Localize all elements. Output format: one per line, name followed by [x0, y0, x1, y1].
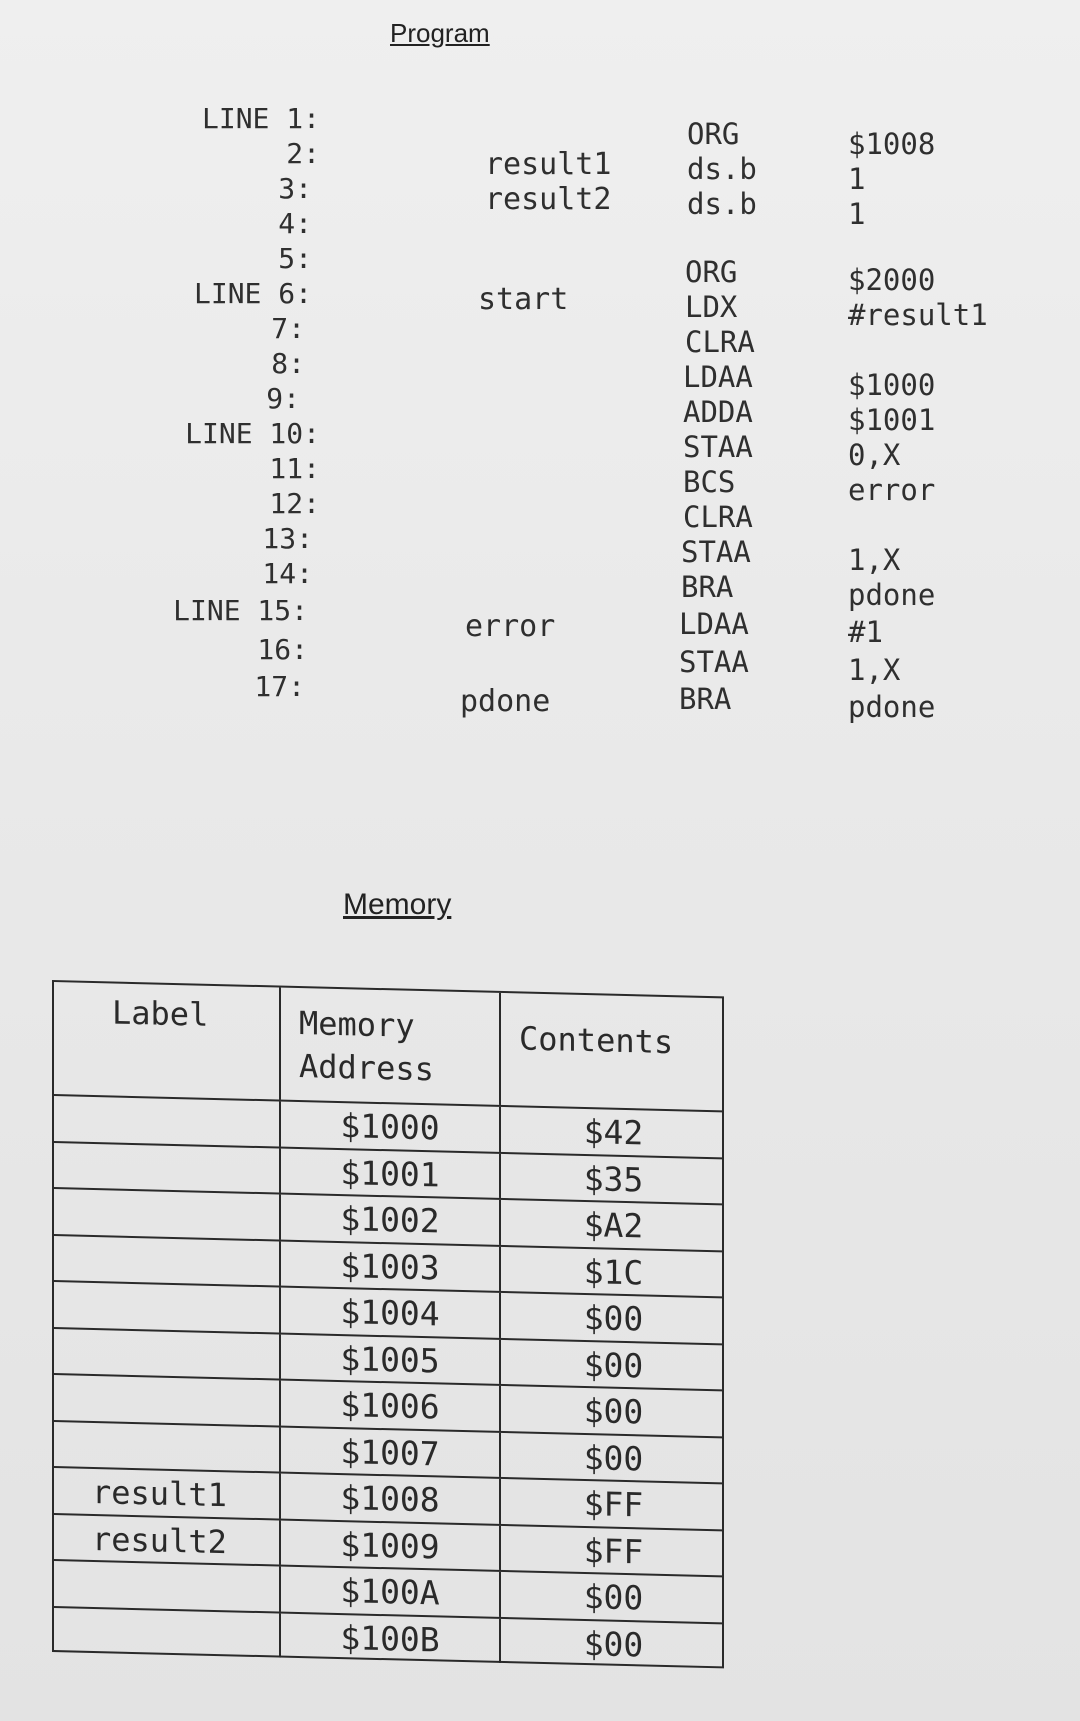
address-cell: $100A	[279, 1567, 499, 1617]
code-label: result1	[485, 147, 612, 182]
code-operand: pdone	[848, 578, 936, 612]
line-number: 8:	[271, 347, 305, 380]
code-operand: #result1	[848, 298, 988, 332]
line-number: 11:	[269, 452, 320, 485]
code-label: pdone	[460, 684, 551, 719]
label-cell	[54, 1282, 279, 1332]
label-cell	[54, 1189, 279, 1239]
address-cell: $1009	[279, 1520, 499, 1570]
code-opcode: STAA	[681, 535, 751, 569]
code-operand: $1000	[848, 368, 936, 402]
contents-cell: $00	[499, 1572, 726, 1622]
address-cell: $1003	[279, 1241, 499, 1291]
code-operand: error	[848, 473, 936, 507]
code-opcode: ds.b	[687, 152, 757, 186]
address-cell: $1007	[279, 1427, 499, 1477]
code-opcode: BRA	[679, 682, 732, 716]
code-operand: 0,X	[848, 438, 901, 472]
address-header-line2: Address	[299, 1047, 434, 1089]
line-number: 12:	[269, 487, 320, 520]
code-operand: $1001	[848, 403, 936, 437]
address-cell: $1002	[279, 1195, 499, 1245]
line-number: 4:	[278, 207, 312, 240]
contents-cell: $00	[499, 1293, 726, 1343]
contents-cell: $A2	[499, 1200, 726, 1250]
code-opcode: LDX	[685, 290, 738, 324]
line-number: 9:	[266, 382, 300, 415]
code-opcode: BCS	[683, 465, 736, 499]
address-cell: $1001	[279, 1148, 499, 1198]
line-number: 7:	[271, 312, 305, 345]
label-cell	[54, 1096, 279, 1146]
code-operand: 1,X	[848, 543, 901, 577]
contents-cell: $35	[499, 1153, 726, 1203]
code-operand: 1,X	[848, 653, 901, 687]
address-cell: $1005	[279, 1334, 499, 1384]
contents-cell: $00	[499, 1339, 726, 1389]
code-opcode: ADDA	[683, 395, 753, 429]
code-opcode: ds.b	[687, 187, 757, 221]
contents-cell: $00	[499, 1618, 726, 1668]
code-label: error	[465, 609, 556, 644]
contents-cell: $FF	[499, 1479, 726, 1529]
label-cell	[54, 1329, 279, 1379]
line-number: 17:	[254, 670, 305, 703]
label-cell	[54, 1236, 279, 1286]
program-heading: Program	[390, 18, 490, 48]
contents-cell: $00	[499, 1432, 726, 1482]
contents-column-header: Contents	[499, 993, 726, 1111]
label-cell	[54, 1375, 279, 1425]
address-header-line1: Memory	[299, 1004, 415, 1045]
line-number: 13:	[262, 522, 313, 555]
contents-cell: $1C	[499, 1246, 726, 1296]
memory-table	[52, 980, 724, 1668]
code-operand: pdone	[848, 690, 936, 724]
label-column-header: Label	[112, 993, 209, 1034]
address-cell: $1000	[279, 1102, 499, 1152]
code-operand: #1	[848, 615, 883, 649]
label-cell: result2	[92, 1519, 227, 1561]
line-number: 14:	[262, 557, 313, 590]
code-operand: $1008	[848, 127, 936, 161]
memory-heading: Memory	[343, 888, 452, 921]
code-opcode: LDAA	[679, 607, 749, 641]
label-cell	[54, 1608, 279, 1658]
line-number: LINE 1:	[201, 102, 320, 135]
line-number: LINE 10:	[185, 417, 320, 450]
line-number: 16:	[257, 633, 308, 666]
contents-cell: $00	[499, 1386, 726, 1436]
code-opcode: CLRA	[683, 500, 753, 534]
code-opcode: LDAA	[683, 360, 753, 394]
code-opcode: CLRA	[685, 325, 755, 359]
code-opcode: BRA	[681, 570, 734, 604]
contents-cell: $42	[499, 1107, 726, 1157]
line-number: 3:	[278, 172, 312, 205]
line-number: 5:	[278, 242, 312, 275]
address-cell: $1004	[279, 1288, 499, 1338]
address-column-header	[279, 988, 499, 1105]
code-opcode: STAA	[683, 430, 753, 464]
address-cell: $1006	[279, 1381, 499, 1431]
code-label: start	[478, 282, 569, 317]
contents-cell: $FF	[499, 1525, 726, 1575]
code-operand: 1	[848, 162, 866, 196]
label-cell	[54, 1561, 279, 1611]
code-operand: 1	[848, 197, 866, 231]
memory-table-header	[54, 982, 722, 1110]
code-opcode: ORG	[685, 255, 738, 289]
code-label: result2	[485, 182, 612, 217]
label-cell	[54, 1143, 279, 1193]
code-opcode: ORG	[687, 117, 740, 151]
address-cell: $100B	[279, 1613, 499, 1663]
address-cell: $1008	[279, 1474, 499, 1524]
line-number: LINE 15:	[173, 594, 308, 627]
line-number: 2:	[286, 137, 320, 170]
code-operand: $2000	[848, 263, 936, 297]
line-number: LINE 6:	[193, 277, 312, 310]
label-cell: result1	[92, 1472, 227, 1515]
label-cell	[54, 1422, 279, 1472]
code-opcode: STAA	[679, 645, 749, 679]
